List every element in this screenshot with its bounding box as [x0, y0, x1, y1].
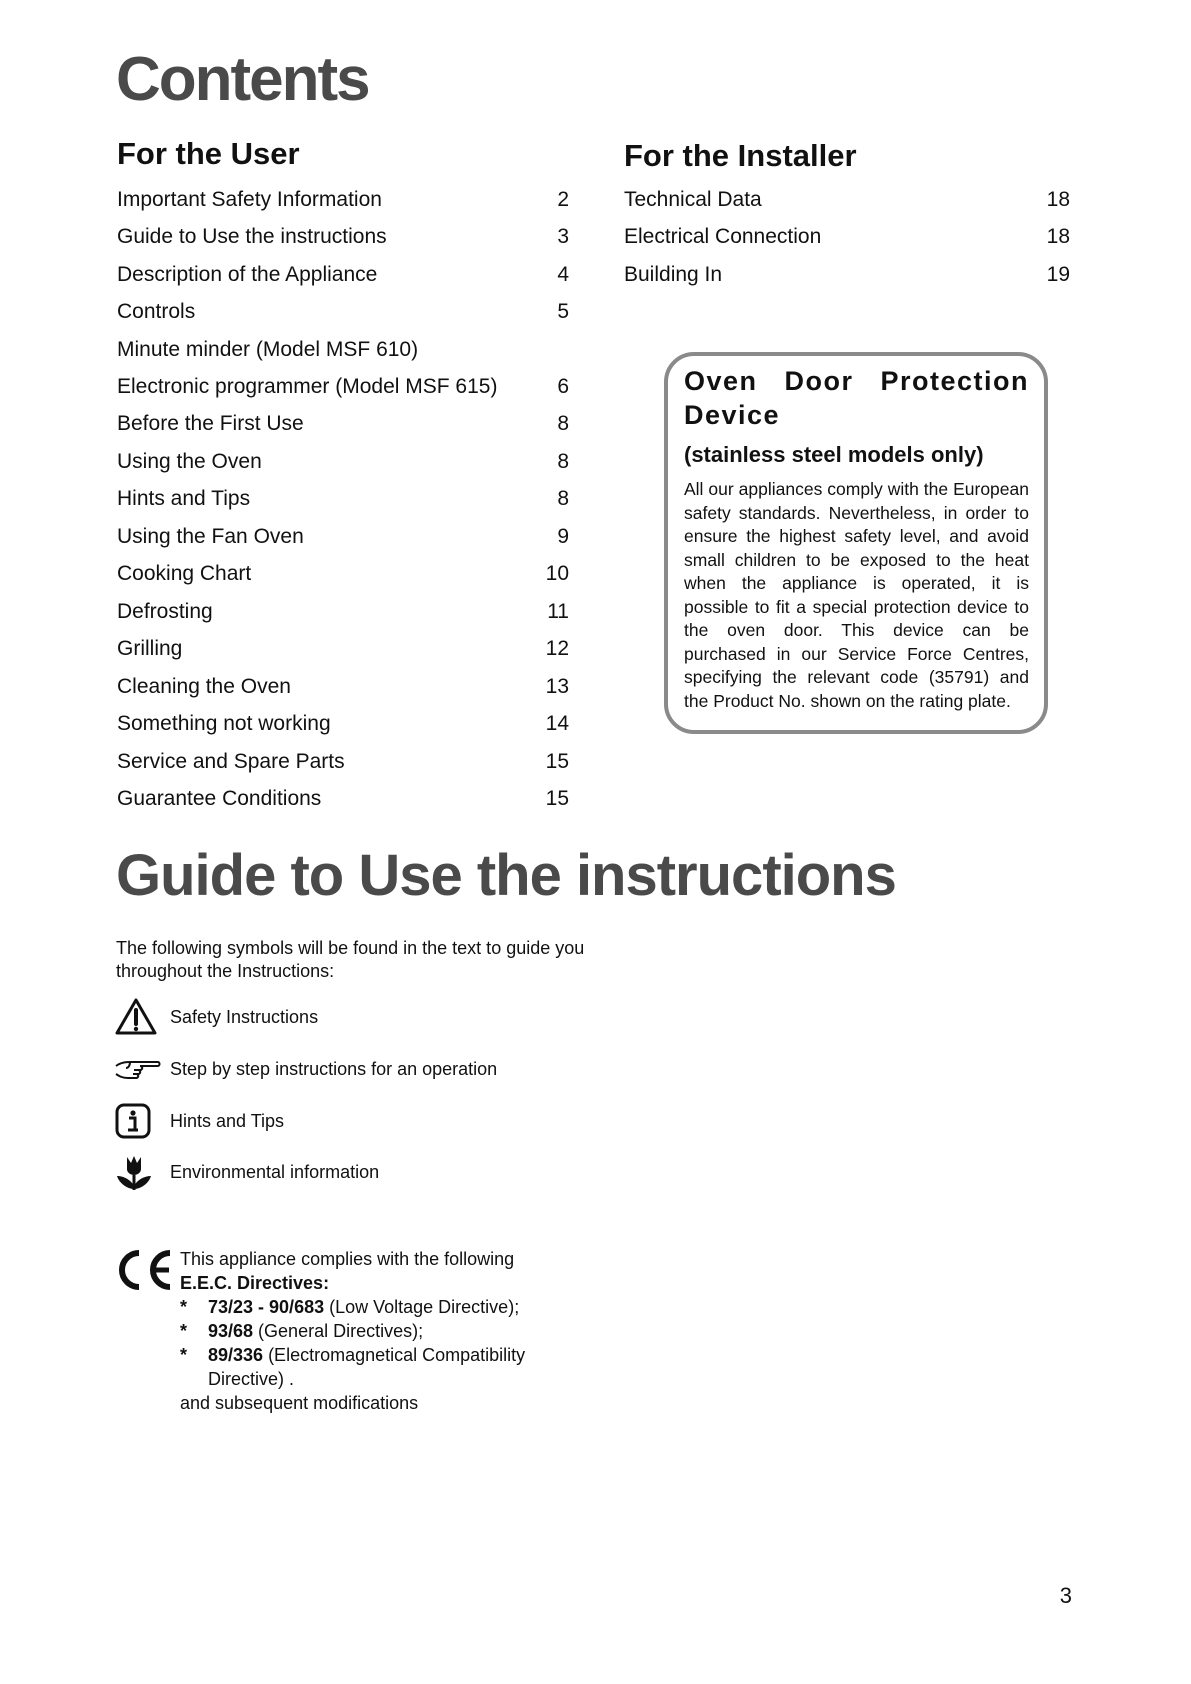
toc-item-page: 8	[557, 412, 569, 435]
toc-item-label: Building In	[624, 263, 723, 286]
directive-code: 93/68	[208, 1321, 254, 1341]
protection-box-subtitle: (stainless steel models only)	[684, 442, 984, 467]
compliance-footer: and subsequent modifications	[180, 1393, 419, 1413]
toc-item-label: Hints and Tips	[117, 487, 251, 510]
toc-item-label: Controls	[117, 300, 196, 323]
toc-item-page: 18	[1046, 225, 1070, 248]
directive-text: (General Directives);	[253, 1321, 424, 1341]
toc-item-page: 11	[547, 600, 569, 623]
toc-item-page: 4	[557, 263, 569, 286]
toc-item-page: 9	[557, 525, 569, 548]
toc-item-label: Electronic programmer (Model MSF 615)	[117, 375, 498, 398]
toc-item-label: Electrical Connection	[624, 225, 822, 248]
toc-item-label: Grilling	[117, 637, 183, 660]
page-number: 3	[1059, 1583, 1072, 1608]
toc-item-label: Important Safety Information	[117, 188, 382, 211]
toc-item-user[interactable]	[117, 636, 569, 662]
directives-heading: E.E.C. Directives:	[180, 1273, 330, 1293]
directive-code: 73/23 - 90/683	[208, 1297, 325, 1317]
user-section-heading: For the User	[117, 136, 300, 171]
symbol-label: Safety Instructions	[170, 1006, 319, 1027]
contents-title: Contents	[116, 45, 369, 114]
toc-item-label: Using the Fan Oven	[117, 525, 304, 548]
compliance-line: This appliance complies with the following	[180, 1249, 515, 1269]
toc-item-user[interactable]	[117, 411, 569, 437]
symbol-legend-item	[114, 1099, 284, 1143]
toc-item-label: Guarantee Conditions	[117, 787, 322, 810]
toc-item-label: Minute minder (Model MSF 610)	[117, 338, 419, 361]
toc-item-user[interactable]	[117, 187, 569, 213]
toc-item-label: Before the First Use	[117, 412, 304, 435]
flower-icon	[114, 1150, 164, 1194]
warning-triangle-icon	[114, 995, 164, 1039]
guide-intro: The following symbols will be found in the text to guide you throughout the Instructions:	[116, 938, 585, 981]
toc-item-user[interactable]	[117, 486, 569, 512]
symbol-label: Hints and Tips	[170, 1110, 285, 1131]
directive-item: * 73/23 - 90/683 (Low Voltage Directive);	[180, 1297, 520, 1317]
toc-item-user[interactable]	[117, 224, 569, 250]
protection-box-body: All our appliances comply with the European safety standards. Nevertheless, in order to ensure the highest safety level, and avoid small children to be exposed to the heat when the appliance is operated, it is possible to fit a special protection device to the oven door. This device can be purchased in our Service Force Centres, specifying the relevant code (35791) and the Product No. shown on the rating plate.	[684, 479, 1029, 711]
toc-item-page: 14	[545, 712, 569, 735]
directive-code: 89/336	[208, 1345, 264, 1365]
toc-item-user[interactable]	[117, 674, 569, 700]
compliance-text	[180, 1247, 580, 1415]
toc-item-installer[interactable]	[624, 187, 1070, 213]
toc-item-label: Defrosting	[117, 600, 213, 623]
toc-item-page: 3	[557, 225, 569, 248]
toc-item-page: 10	[545, 562, 569, 585]
directive-item: * 89/336 (Electromagnetical Compatibility Directive) .	[180, 1345, 526, 1389]
installer-section-heading: For the Installer	[624, 138, 857, 173]
guide-title: Guide to Use the instructions	[116, 843, 896, 908]
toc-item-user[interactable]	[117, 561, 569, 587]
ce-mark-icon	[112, 1246, 176, 1299]
info-icon	[114, 1099, 164, 1143]
toc-item-label: Cleaning the Oven	[117, 675, 291, 698]
toc-item-page: 15	[545, 787, 569, 810]
toc-item-label: Something not working	[117, 712, 331, 735]
toc-item-user[interactable]	[117, 337, 569, 363]
toc-item-user[interactable]	[117, 711, 569, 737]
toc-item-installer[interactable]	[624, 262, 1070, 288]
toc-item-user[interactable]	[117, 786, 569, 812]
toc-item-page: 8	[557, 487, 569, 510]
directive-item: * 93/68 (General Directives);	[180, 1321, 424, 1341]
toc-item-page: 18	[1046, 188, 1070, 211]
toc-item-user[interactable]	[117, 599, 569, 625]
toc-item-page: 5	[557, 300, 569, 323]
symbol-legend-item	[114, 1047, 497, 1091]
directive-text: (Low Voltage Directive);	[324, 1297, 520, 1317]
toc-item-page: 19	[1046, 263, 1070, 286]
toc-item-page: 13	[545, 675, 569, 698]
symbol-legend-item	[114, 1150, 379, 1194]
toc-item-page: 8	[557, 450, 569, 473]
toc-item-label: Using the Oven	[117, 450, 262, 473]
symbol-label: Environmental information	[170, 1161, 380, 1182]
toc-item-user[interactable]	[117, 449, 569, 475]
toc-item-user[interactable]	[117, 524, 569, 550]
toc-item-page: 15	[545, 750, 569, 773]
toc-item-label: Description of the Appliance	[117, 263, 378, 286]
toc-item-user[interactable]	[117, 262, 569, 288]
toc-item-user[interactable]	[117, 299, 569, 325]
toc-item-installer[interactable]	[624, 224, 1070, 250]
directive-text: (Electromagnetical Compatibility Directive) .	[208, 1345, 526, 1389]
toc-item-label: Service and Spare Parts	[117, 750, 345, 773]
toc-item-user[interactable]	[117, 374, 569, 400]
toc-item-label: Technical Data	[624, 188, 762, 211]
toc-item-page: 2	[557, 188, 569, 211]
toc-item-label: Cooking Chart	[117, 562, 252, 585]
symbol-legend-item	[114, 995, 318, 1039]
toc-item-page: 12	[545, 637, 569, 660]
toc-item-label: Guide to Use the instructions	[117, 225, 387, 248]
protection-box-title: Oven Door Protection Device	[684, 366, 1029, 430]
symbol-label: Step by step instructions for an operation	[170, 1058, 498, 1079]
toc-item-page: 6	[557, 375, 569, 398]
pointing-hand-icon	[114, 1047, 164, 1091]
toc-item-user[interactable]	[117, 749, 569, 775]
